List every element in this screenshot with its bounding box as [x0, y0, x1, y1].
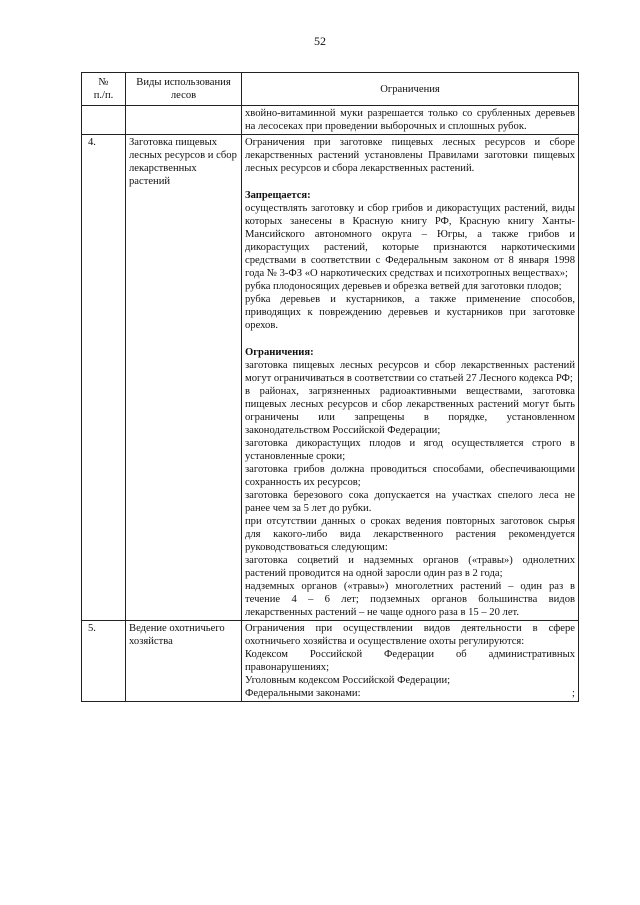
limit-item: заготовка березового сока допускается на участках спелого леса не ранее чем за 5 лет до рубки.	[245, 490, 575, 514]
limit-item: заготовка соцветий и надземных органов («травы») однолетних растений проводится на одной заросли один раз в 2 года;	[245, 555, 575, 579]
intro-text: Ограничения при заготовке пищевых лесных ресурсов и сборе лекарственных растений установлены Правилами заготовки пищевых лесных ресурсов и сбора лекарственных растений.	[245, 137, 575, 174]
header-limits: Ограничения	[242, 73, 579, 106]
row-number: 4.	[82, 135, 126, 621]
regulation-item-last	[245, 687, 575, 700]
limit-item: заготовка грибов должна проводиться способами, обеспечивающими сохранность их ресурсов;	[245, 464, 575, 488]
prohibited-item: рубка плодоносящих деревьев и обрезка ветвей для заготовки плодов;	[245, 281, 562, 292]
page-number: 52	[314, 34, 326, 48]
regulation-item: Уголовным кодексом Российской Федерации;	[245, 675, 451, 686]
continuation-text: хвойно-витаминной муки разрешается только со срубленных деревьев на лесосеках при проведении выборочных и сплошных рубок.	[242, 106, 579, 135]
table-row-continuation	[82, 106, 579, 135]
cell-empty	[82, 106, 126, 135]
table-header-row	[82, 73, 579, 106]
prohibited-item: осуществлять заготовку и сбор грибов и дикорастущих растений, виды которых занесены в Красную книгу РФ, Красную книгу Ханты-Мансийского автономного округа – Югры, а также грибов и дикорастущих растений, которые признаются наркотическими средствами в соответствии с Федеральным законом от 8 января 1998 года № 3-ФЗ «О наркотических средствах и психотропных веществах»;	[245, 203, 575, 279]
cell-empty	[126, 106, 242, 135]
header-forest-use: Виды использования лесов	[126, 73, 242, 106]
prohibited-heading: Запрещается:	[245, 190, 311, 201]
prohibited-item: рубка деревьев и кустарников, а также применение способов, приводящих к повреждению деревьев и кустарников при заготовке орехов.	[245, 294, 575, 331]
restrictions-table	[81, 72, 579, 702]
limits-cell	[242, 135, 579, 621]
intro-text: Ограничения при осуществлении видов деятельности в сфере охотничьего хозяйства и осуществление охоты регулируются:	[245, 623, 575, 647]
limit-item: при отсутствии данных о сроках ведения повторных заготовок сырья для какого-либо вида лекарственного растения рекомендуется руководствоваться следующим:	[245, 516, 575, 553]
header-number: № п./п.	[82, 73, 126, 106]
limits-heading: Ограничения:	[245, 347, 314, 358]
limit-item: заготовка дикорастущих плодов и ягод осуществляется строго в установленные сроки;	[245, 438, 575, 462]
row-number: 5.	[82, 621, 126, 702]
limit-item: надземных органов («травы») многолетних растений – один раз в течение 4 – 6 лет; подземных органов большинства видов лекарственных растений – не чаще одного раза в 15 – 20 лет.	[245, 581, 575, 618]
forest-use-type: Ведение охотничьего хозяйства	[126, 621, 242, 702]
regulation-item: Федеральными законами:	[245, 688, 361, 699]
table-row-4	[82, 135, 579, 621]
semicolon-mark: ;	[572, 688, 575, 699]
forest-use-type: Заготовка пищевых лесных ресурсов и сбор лекарственных растений	[126, 135, 242, 621]
limits-cell	[242, 621, 579, 702]
table-row-5	[82, 621, 579, 702]
limit-item: в районах, загрязненных радиоактивными веществами, заготовка пищевых лесных ресурсов и сбор лекарственных растений могут быть ограничены или запрещены в порядке, установленном законодательством Российской Федерации;	[245, 386, 575, 436]
regulation-item: Кодексом Российской Федерации об административных правонарушениях;	[245, 649, 575, 673]
limit-item: заготовка пищевых лесных ресурсов и сбор лекарственных растений могут ограничиваться в соответствии со статьей 27 Лесного кодекса РФ;	[245, 360, 575, 384]
